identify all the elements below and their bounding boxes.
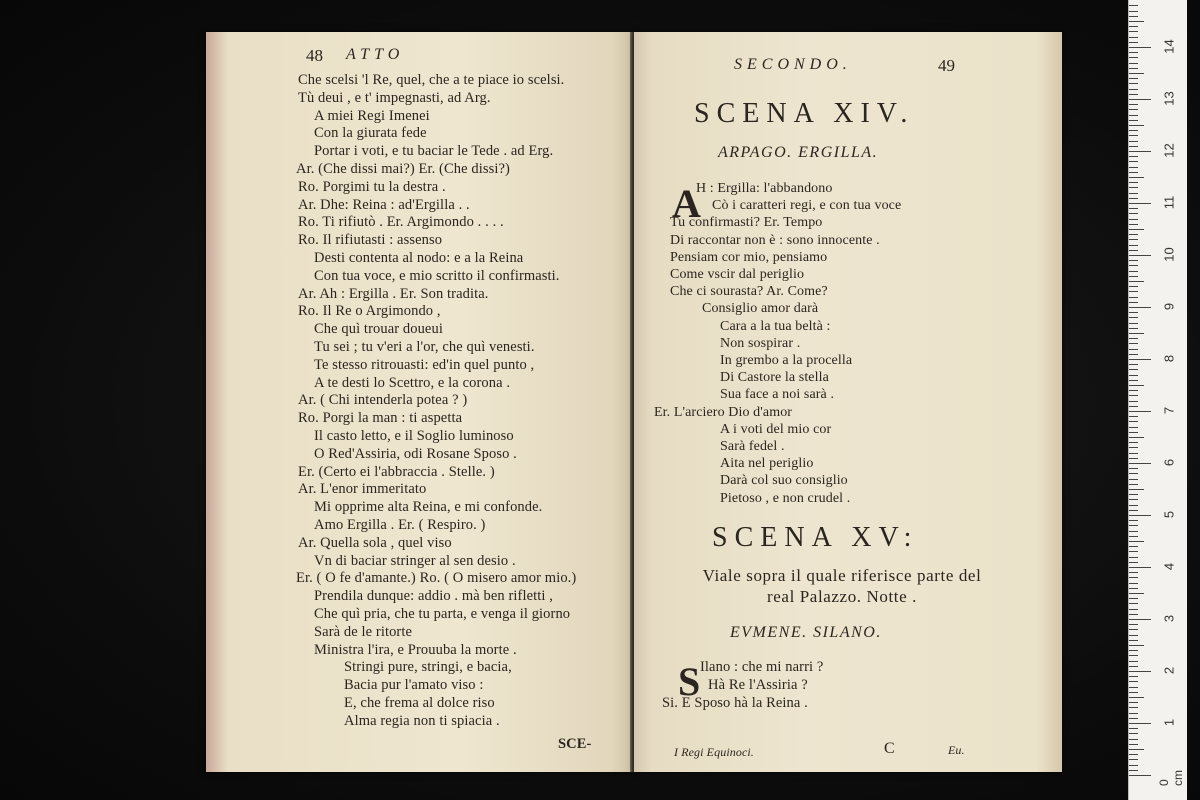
ruler-tick xyxy=(1129,182,1138,183)
left-text-line: E, che frema al dolce riso xyxy=(344,695,495,711)
ruler-tick xyxy=(1129,577,1138,578)
ruler-tick xyxy=(1129,291,1138,292)
ruler-tick xyxy=(1129,697,1144,698)
ruler-tick xyxy=(1129,239,1138,240)
scene-xiv-characters: ARPAGO. ERGILLA. xyxy=(718,144,879,161)
ruler-tick xyxy=(1129,541,1144,542)
left-text-line: Tu sei ; tu v'eri a l'or, che quì venesti. xyxy=(314,339,535,355)
ruler-tick xyxy=(1129,89,1138,90)
ruler-tick xyxy=(1129,629,1138,630)
ruler-tick xyxy=(1129,177,1144,178)
right-page-number: 49 xyxy=(938,56,955,75)
ruler-number: 3 xyxy=(1161,614,1177,623)
ruler-tick xyxy=(1129,531,1138,532)
ruler-tick xyxy=(1129,161,1138,162)
ruler-tick xyxy=(1129,624,1138,625)
ruler-tick xyxy=(1129,515,1151,516)
left-text-line: Che quì trouar doueui xyxy=(314,321,443,338)
ruler-tick xyxy=(1129,494,1138,495)
left-text-line: Amo Ergilla . Er. ( Respiro. ) xyxy=(314,517,486,533)
ruler-tick xyxy=(1129,99,1151,100)
scene-xiv-text-line: In grembo a la procella xyxy=(720,353,853,368)
scene-xiv-text-line: Darà col suo consiglio xyxy=(720,473,848,489)
scene-xiv-text-line: Di Castore la stella xyxy=(720,370,829,386)
ruler-tick xyxy=(1129,390,1138,391)
left-text-line: Che quì pria, che tu parta, e venga il giorno xyxy=(314,606,571,622)
ruler-tick xyxy=(1129,520,1138,521)
ruler-tick xyxy=(1129,31,1138,32)
ruler-tick xyxy=(1129,317,1138,318)
scene-xiv-text-line: H : Ergilla: l'abbandono xyxy=(696,181,833,196)
ruler-number: 14 xyxy=(1161,39,1177,54)
ruler-tick xyxy=(1129,213,1138,214)
ruler-number: 13 xyxy=(1161,91,1177,106)
measurement-ruler xyxy=(1128,0,1187,800)
left-text-line: Portar i voti, e tu baciar le Tede . ad Erg. xyxy=(314,143,554,160)
left-catchword: SCE- xyxy=(558,736,592,752)
ruler-tick xyxy=(1129,156,1138,157)
ruler-tick xyxy=(1129,260,1138,261)
ruler-tick xyxy=(1129,193,1138,194)
ruler-tick xyxy=(1129,203,1151,204)
left-text-line: Te stesso ritrouasti: ed'in quel punto , xyxy=(314,356,535,373)
ruler-tick xyxy=(1129,395,1138,396)
ruler-tick xyxy=(1129,135,1138,136)
ruler-tick xyxy=(1129,489,1144,490)
ruler-tick xyxy=(1129,447,1138,448)
ruler-tick xyxy=(1129,109,1138,110)
left-text-line: Prendila dunque: addio . mà ben rifletti , xyxy=(314,588,553,605)
ruler-tick xyxy=(1129,458,1138,459)
ruler-tick xyxy=(1129,73,1144,74)
left-text-line: Ar. L'enor immeritato xyxy=(298,481,427,498)
ruler-tick xyxy=(1129,759,1138,760)
ruler-number: 10 xyxy=(1161,247,1177,262)
ruler-tick xyxy=(1129,463,1151,464)
ruler-tick xyxy=(1129,208,1138,209)
ruler-tick xyxy=(1129,141,1138,142)
ruler-tick xyxy=(1129,224,1138,225)
ruler-tick xyxy=(1129,83,1138,84)
left-page xyxy=(206,32,632,772)
ruler-tick xyxy=(1129,572,1138,573)
ruler-tick xyxy=(1129,676,1138,677)
left-text-line: Ar. Quella sola , quel viso xyxy=(298,534,452,551)
scene-xiv-text-line: Tu confirmasti? Er. Tempo xyxy=(670,215,823,231)
ruler-tick xyxy=(1129,484,1138,485)
ruler-tick xyxy=(1129,416,1138,417)
scene-xiv-text-line: Pensiam cor mio, pensiamo xyxy=(670,249,828,265)
ruler-tick xyxy=(1129,286,1138,287)
scene-xiv-text-line: Aita nel periglio xyxy=(720,456,814,472)
ruler-tick xyxy=(1129,775,1151,776)
ruler-tick xyxy=(1129,42,1138,43)
left-text-line: Stringi pure, stringi, e bacia, xyxy=(344,659,512,676)
left-text-line: Desti contenta al nodo: e a la Reina xyxy=(314,250,524,266)
ruler-tick xyxy=(1129,187,1138,188)
scene-xiv-text-line: Er. L'arciero Dio d'amor xyxy=(654,404,793,420)
ruler-tick xyxy=(1129,609,1138,610)
left-text-line: Ar. Ah : Ergilla . Er. Son tradita. xyxy=(298,285,489,302)
left-text-line: Il casto letto, e il Soglio luminoso xyxy=(314,428,514,444)
ruler-tick xyxy=(1129,364,1138,365)
left-text-line: Ro. Porgi la man : ti aspetta xyxy=(298,410,463,427)
ruler-number: 11 xyxy=(1161,195,1177,210)
ruler-tick xyxy=(1129,307,1151,308)
ruler-tick xyxy=(1129,5,1138,6)
ruler-tick xyxy=(1129,765,1138,766)
left-text-line: Sarà de le ritorte xyxy=(314,623,413,640)
ruler-tick xyxy=(1129,562,1138,563)
scene-xiv-title: SCENA XIV. xyxy=(694,98,915,129)
ruler-tick xyxy=(1129,385,1144,386)
scene-xv-text-line: Si. E Sposo hà la Reina . xyxy=(662,695,808,711)
ruler-tick xyxy=(1129,359,1151,360)
ruler-tick xyxy=(1129,505,1138,506)
ruler-tick xyxy=(1129,770,1138,771)
ruler-tick xyxy=(1129,468,1138,469)
ruler-number: 1 xyxy=(1161,718,1177,727)
ruler-tick xyxy=(1129,146,1138,147)
ruler-tick xyxy=(1129,614,1138,615)
right-running-head: SECONDO. xyxy=(734,56,852,73)
left-text-line: Con tua voce, e mio scritto il confirmasti. xyxy=(314,267,560,284)
scene-xiv-text-line: Cò i caratteri regi, e con tua voce xyxy=(712,198,902,214)
scene-xv-text-line: Hà Re l'Assiria ? xyxy=(708,677,808,693)
ruler-tick xyxy=(1129,333,1144,334)
ruler-tick xyxy=(1129,421,1138,422)
ruler-tick xyxy=(1129,754,1138,755)
ruler-tick xyxy=(1129,640,1138,641)
ruler-tick xyxy=(1129,338,1138,339)
ruler-tick xyxy=(1129,78,1138,79)
left-text-line: O Red'Assiria, odi Rosane Sposo . xyxy=(314,445,517,462)
ruler-tick xyxy=(1129,94,1138,95)
ruler-tick xyxy=(1129,281,1144,282)
ruler-tick xyxy=(1129,650,1138,651)
left-text-line: Ro. Il Re o Argimondo , xyxy=(298,303,441,320)
scene-xv-setting-line1: Viale sopra il quale riferisce parte del xyxy=(702,566,982,585)
left-running-head: ATTO xyxy=(346,46,405,63)
left-text-line: Ar. Dhe: Reina : ad'Ergilla . . xyxy=(298,196,470,213)
ruler-tick xyxy=(1129,401,1138,402)
ruler-tick xyxy=(1129,718,1138,719)
ruler-tick xyxy=(1129,172,1138,173)
ruler-number: 8 xyxy=(1161,354,1177,363)
ruler-tick xyxy=(1129,104,1138,105)
left-text-line: Er. ( O fe d'amante.) Ro. ( O misero amor mio.) xyxy=(296,570,577,587)
ruler-tick xyxy=(1129,68,1138,69)
left-text-line: Vn di baciar stringer al sen desio . xyxy=(314,552,516,569)
ruler-tick xyxy=(1129,245,1138,246)
ruler-tick xyxy=(1129,536,1138,537)
ruler-number: 2 xyxy=(1161,666,1177,675)
ruler-tick xyxy=(1129,603,1138,604)
ruler-tick xyxy=(1129,354,1138,355)
ruler-tick xyxy=(1129,598,1138,599)
signature-mark: C xyxy=(884,740,895,757)
ruler-tick xyxy=(1129,619,1151,620)
ruler-tick xyxy=(1129,120,1138,121)
ruler-tick xyxy=(1129,453,1138,454)
scene-xv-dropcap: S xyxy=(678,659,701,704)
ruler-tick xyxy=(1129,749,1144,750)
ruler-tick xyxy=(1129,11,1138,12)
ruler-tick xyxy=(1129,733,1138,734)
left-text-line: Mi opprime alta Reina, e mi confonde. xyxy=(314,499,543,516)
ruler-tick xyxy=(1129,525,1138,526)
ruler-tick xyxy=(1129,255,1151,256)
ruler-tick xyxy=(1129,26,1138,27)
ruler-tick xyxy=(1129,655,1138,656)
left-text-line: Ro. Porgimi tu la destra . xyxy=(298,178,446,195)
ruler-tick xyxy=(1129,151,1151,152)
scene-xiv-text-line: Di raccontar non è : sono innocente . xyxy=(670,232,880,248)
left-text-line: Tù deui , e t' impegnasti, ad Arg. xyxy=(298,89,491,106)
ruler-tick xyxy=(1129,380,1138,381)
left-text-line: Er. (Certo ei l'abbraccia . Stelle. ) xyxy=(298,463,495,480)
ruler-number: 5 xyxy=(1161,510,1177,519)
ruler-tick xyxy=(1129,681,1138,682)
ruler-tick xyxy=(1129,47,1151,48)
scene-xiv-dropcap: A xyxy=(672,181,701,226)
ruler-tick xyxy=(1129,349,1138,350)
left-text-line: Che scelsi 'l Re, quel, che a te piace io scelsi. xyxy=(298,72,565,88)
ruler-tick xyxy=(1129,567,1151,568)
ruler-tick xyxy=(1129,499,1138,500)
ruler-tick xyxy=(1129,692,1138,693)
ruler-tick xyxy=(1129,707,1138,708)
ruler-tick xyxy=(1129,312,1138,313)
ruler-tick xyxy=(1129,473,1138,474)
scene-xiv-text-line: Pietoso , e non crudel . xyxy=(720,490,851,506)
scene-xiv-text-line: Cara a la tua beltà : xyxy=(720,318,831,334)
left-text-line: A miei Regi Imenei xyxy=(314,107,430,124)
left-text-line: Con la giurata fede xyxy=(314,125,427,142)
left-text-line: Ro. Ti rifiutò . Er. Argimondo . . . . xyxy=(298,214,504,231)
right-catchword: Eu. xyxy=(948,743,965,757)
ruler-tick xyxy=(1129,723,1151,724)
ruler-tick xyxy=(1129,427,1138,428)
scene-xv-characters: EVMENE. SILANO. xyxy=(730,624,882,641)
ruler-tick xyxy=(1129,323,1138,324)
ruler-number: 7 xyxy=(1161,406,1177,415)
ruler-tick xyxy=(1129,37,1138,38)
scene-xiv-text-line: A i voti del mio cor xyxy=(720,421,832,437)
ruler-number: 9 xyxy=(1161,302,1177,311)
ruler-tick xyxy=(1129,328,1138,329)
scene-xiv-text-line: Come vscir dal periglio xyxy=(670,267,805,282)
ruler-tick xyxy=(1129,276,1138,277)
ruler-tick xyxy=(1129,234,1138,235)
ruler-tick xyxy=(1129,702,1138,703)
ruler-tick xyxy=(1129,52,1138,53)
left-text-line: Ar. ( Chi intenderla potea ? ) xyxy=(298,392,468,409)
ruler-tick xyxy=(1129,713,1138,714)
ruler-tick xyxy=(1129,442,1138,443)
ruler-tick xyxy=(1129,63,1138,64)
ruler-tick xyxy=(1129,645,1144,646)
ruler-tick xyxy=(1129,437,1144,438)
ruler-tick xyxy=(1129,557,1138,558)
ruler-tick xyxy=(1129,57,1138,58)
ruler-tick xyxy=(1129,115,1138,116)
scene-xv-title: SCENA XV: xyxy=(712,522,919,553)
ruler-number: 4 xyxy=(1161,562,1177,571)
scene-xiv-text-line: Sua face a noi sarà . xyxy=(720,387,835,403)
scene-xiv-text-line: Sarà fedel . xyxy=(720,439,785,454)
ruler-tick xyxy=(1129,343,1138,344)
ruler-tick xyxy=(1129,687,1138,688)
ruler-tick xyxy=(1129,728,1138,729)
scene-xv-setting-line2: real Palazzo. Notte . xyxy=(767,587,917,606)
left-page-number: 48 xyxy=(306,46,323,65)
ruler-tick xyxy=(1129,546,1138,547)
scene-xiv-text-line: Consiglio amor darà xyxy=(702,301,819,317)
ruler-tick xyxy=(1129,432,1138,433)
ruler-tick xyxy=(1129,411,1151,412)
ruler-tick xyxy=(1129,16,1138,17)
ruler-tick xyxy=(1129,666,1138,667)
left-text-line: A te desti lo Scettro, e la corona . xyxy=(314,374,511,391)
ruler-tick xyxy=(1129,588,1138,589)
ruler-tick xyxy=(1129,198,1138,199)
ruler-tick xyxy=(1129,265,1138,266)
ruler-tick xyxy=(1129,125,1144,126)
ruler-tick xyxy=(1129,167,1138,168)
ruler-tick xyxy=(1129,479,1138,480)
ruler-tick xyxy=(1129,369,1138,370)
ruler-tick xyxy=(1129,406,1138,407)
scene-xiv-text-line: Non sospirar . xyxy=(720,335,801,351)
ruler-tick xyxy=(1129,583,1138,584)
ruler-tick xyxy=(1129,297,1138,298)
footer-signature: I Regi Equinoci. xyxy=(674,745,754,759)
ruler-tick xyxy=(1129,635,1138,636)
ruler-tick xyxy=(1129,130,1138,131)
ruler-tick xyxy=(1129,219,1138,220)
ruler-tick xyxy=(1129,510,1138,511)
ruler-tick xyxy=(1129,551,1138,552)
left-text-line: Bacia pur l'amato viso : xyxy=(344,677,484,694)
left-text-line: Alma regia non ti spiacia . xyxy=(344,712,500,729)
ruler-tick xyxy=(1129,739,1138,740)
ruler-tick xyxy=(1129,302,1138,303)
ruler-tick xyxy=(1129,271,1138,272)
right-page xyxy=(634,32,1062,772)
left-text-line: Ministra l'ira, e Prouuba la morte . xyxy=(314,641,517,658)
ruler-tick xyxy=(1129,671,1151,672)
scene-xv-text-line: Ilano : che mi narri ? xyxy=(700,659,824,675)
ruler-tick xyxy=(1129,661,1138,662)
left-text-line: Ro. Il rifiutasti : assenso xyxy=(298,232,443,249)
ruler-tick xyxy=(1129,229,1144,230)
ruler-number: 12 xyxy=(1161,143,1177,158)
ruler-tick xyxy=(1129,593,1144,594)
ruler-tick xyxy=(1129,744,1138,745)
ruler-tick xyxy=(1129,375,1138,376)
left-text-line: Ar. (Che dissi mai?) Er. (Che dissi?) xyxy=(296,161,510,177)
ruler-tick xyxy=(1129,250,1138,251)
ruler-unit: 0 cm xyxy=(1157,770,1185,786)
ruler-number: 6 xyxy=(1161,458,1177,467)
scene-xiv-text-line: Che ci sourasta? Ar. Come? xyxy=(670,284,828,300)
ruler-tick xyxy=(1129,21,1144,22)
